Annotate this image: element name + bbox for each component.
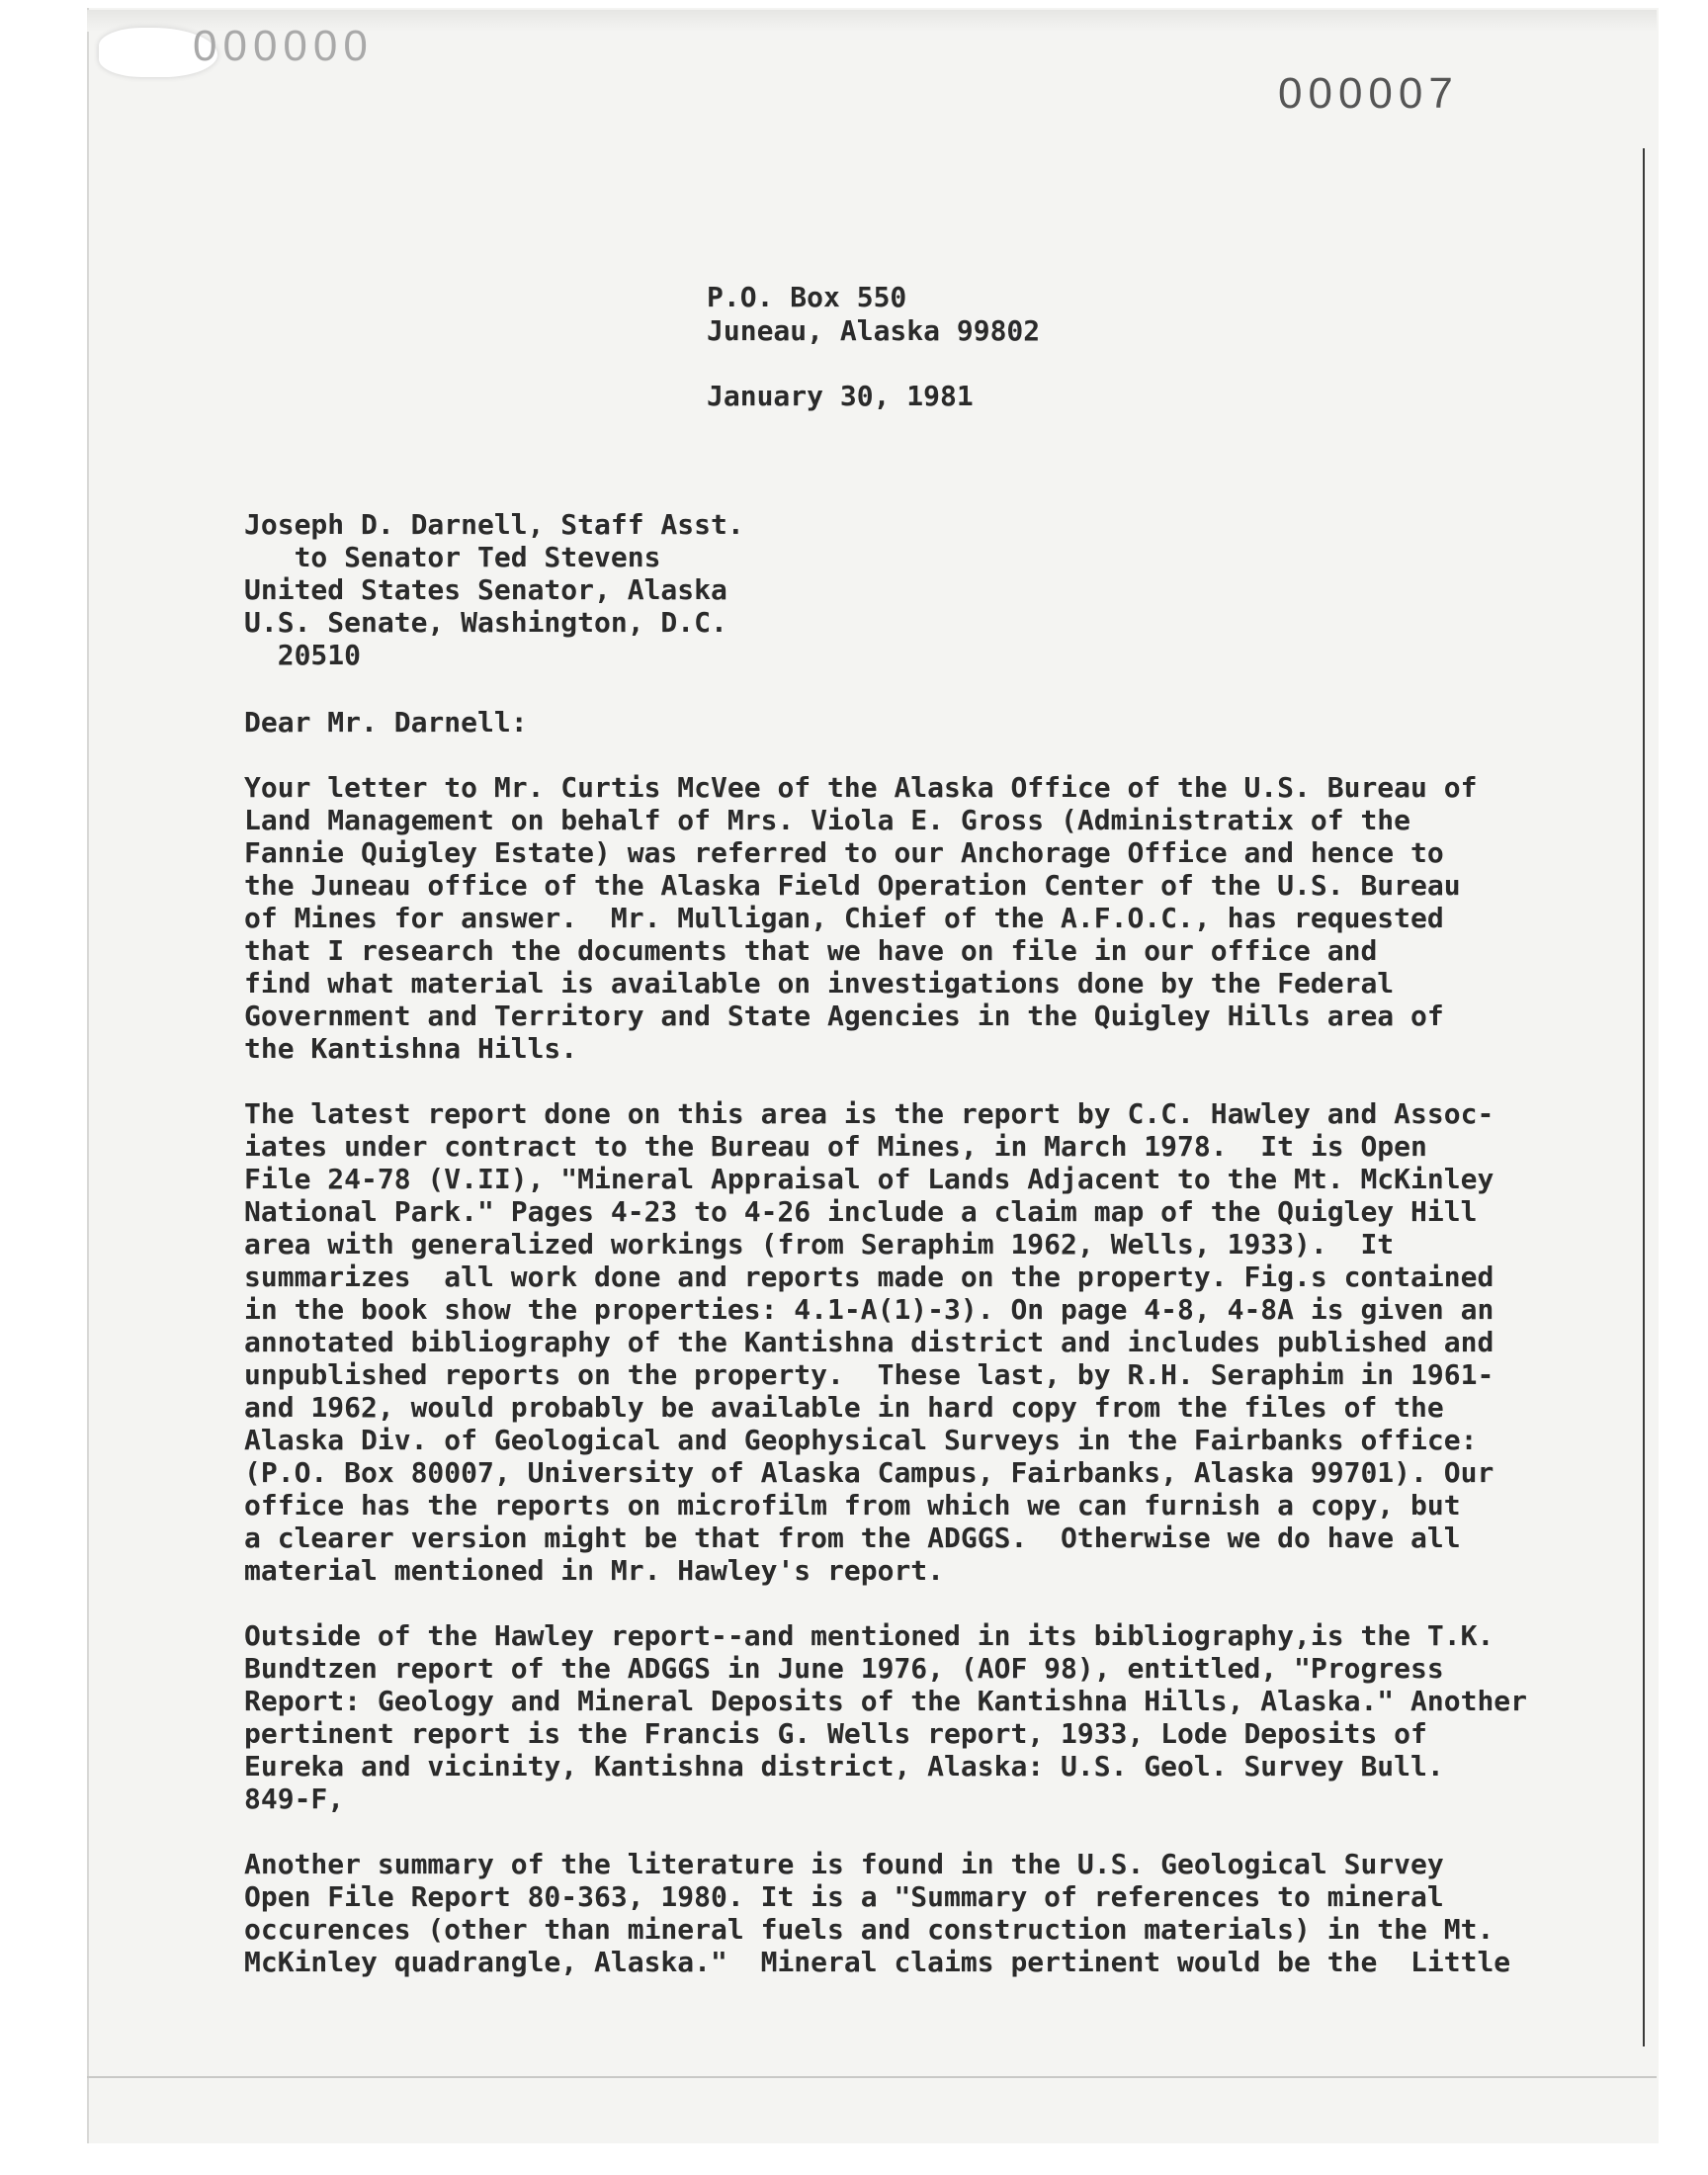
recipient-line: 20510 <box>244 639 362 671</box>
text-line: Bundtzen report of the ADGGS in June 1976, (AOF 98), entitled, "Progress <box>244 1652 1444 1685</box>
text-line: of Mines for answer. Mr. Mulligan, Chief of the A.F.O.C., has requested <box>244 902 1444 934</box>
salutation: Dear Mr. Darnell: <box>244 706 528 739</box>
letter-date: January 30, 1981 <box>707 380 974 412</box>
text-line: iates under contract to the Bureau of Mines, in March 1978. It is Open <box>244 1130 1427 1163</box>
text-line: the Kantishna Hills. <box>244 1032 578 1065</box>
text-line: Your letter to Mr. Curtis McVee of the Alaska Office of the U.S. Bureau of <box>244 771 1478 804</box>
text-line: unpublished reports on the property. These last, by R.H. Seraphim in 1961- <box>244 1358 1494 1391</box>
text-line: File 24-78 (V.II), "Mineral Appraisal of Lands Adjacent to the Mt. McKinley <box>244 1163 1494 1195</box>
text-line: Fannie Quigley Estate) was referred to our Anchorage Office and hence to <box>244 836 1444 869</box>
address-line: P.O. Box 550 <box>707 281 907 313</box>
text-line: annotated bibliography of the Kantishna district and includes published and <box>244 1326 1494 1358</box>
page-right-edge <box>1643 148 1645 2046</box>
text-line: The latest report done on this area is the report by C.C. Hawley and Assoc- <box>244 1097 1494 1130</box>
recipient-line: Joseph D. Darnell, Staff Asst. <box>244 508 744 541</box>
text-line: a clearer version might be that from the ADGGS. Otherwise we do have all <box>244 1522 1461 1554</box>
page-number-stamp-faded: 000000 <box>193 22 374 70</box>
text-line: office has the reports on microfilm from which we can furnish a copy, but <box>244 1489 1461 1522</box>
text-line: Eureka and vicinity, Kantishna district, Alaska: U.S. Geol. Survey Bull. <box>244 1750 1444 1783</box>
text-line: area with generalized workings (from Seraphim 1962, Wells, 1933). It <box>244 1228 1395 1261</box>
text-line: pertinent report is the Francis G. Wells report, 1933, Lode Deposits of <box>244 1717 1427 1750</box>
text-line: in the book show the properties: 4.1-A(1)-3). On page 4-8, 4-8A is given an <box>244 1293 1494 1326</box>
text-line: Outside of the Hawley report--and mentioned in its bibliography,is the T.K. <box>244 1619 1494 1652</box>
text-line: and 1962, would probably be available in hard copy from the files of the <box>244 1391 1444 1424</box>
text-line: (P.O. Box 80007, University of Alaska Campus, Fairbanks, Alaska 99701). Our <box>244 1456 1494 1489</box>
text-line: Land Management on behalf of Mrs. Viola E. Gross (Administratix of the <box>244 804 1411 836</box>
text-line: Government and Territory and State Agencies in the Quigley Hills area of <box>244 1000 1444 1032</box>
text-line: 849-F, <box>244 1783 345 1815</box>
text-line: the Juneau office of the Alaska Field Operation Center of the U.S. Bureau <box>244 869 1461 902</box>
recipient-line: U.S. Senate, Washington, D.C. <box>244 606 727 639</box>
text-line: occurences (other than mineral fuels and construction materials) in the Mt. <box>244 1913 1494 1946</box>
text-line: Report: Geology and Mineral Deposits of the Kantishna Hills, Alaska." Another <box>244 1685 1528 1717</box>
text-line: McKinley quadrangle, Alaska." Mineral claims pertinent would be the Little <box>244 1946 1511 1978</box>
text-line: Alaska Div. of Geological and Geophysical Surveys in the Fairbanks office: <box>244 1424 1478 1456</box>
text-line: Open File Report 80-363, 1980. It is a "Summary of references to mineral <box>244 1880 1444 1913</box>
text-line: Another summary of the literature is found in the U.S. Geological Survey <box>244 1848 1444 1880</box>
text-line: find what material is available on investigations done by the Federal <box>244 967 1395 1000</box>
recipient-line: United States Senator, Alaska <box>244 573 727 606</box>
text-line: material mentioned in Mr. Hawley's report. <box>244 1554 945 1587</box>
text-line: that I research the documents that we have on file in our office and <box>244 934 1378 967</box>
page-bottom-edge <box>87 2076 1657 2078</box>
recipient-line: to Senator Ted Stevens <box>244 541 661 573</box>
address-line: Juneau, Alaska 99802 <box>707 314 1041 347</box>
text-line: summarizes all work done and reports made on the property. Fig.s contained <box>244 1261 1494 1293</box>
page-number-stamp: 000007 <box>1278 69 1459 118</box>
text-line: National Park." Pages 4-23 to 4-26 include a claim map of the Quigley Hill <box>244 1195 1478 1228</box>
